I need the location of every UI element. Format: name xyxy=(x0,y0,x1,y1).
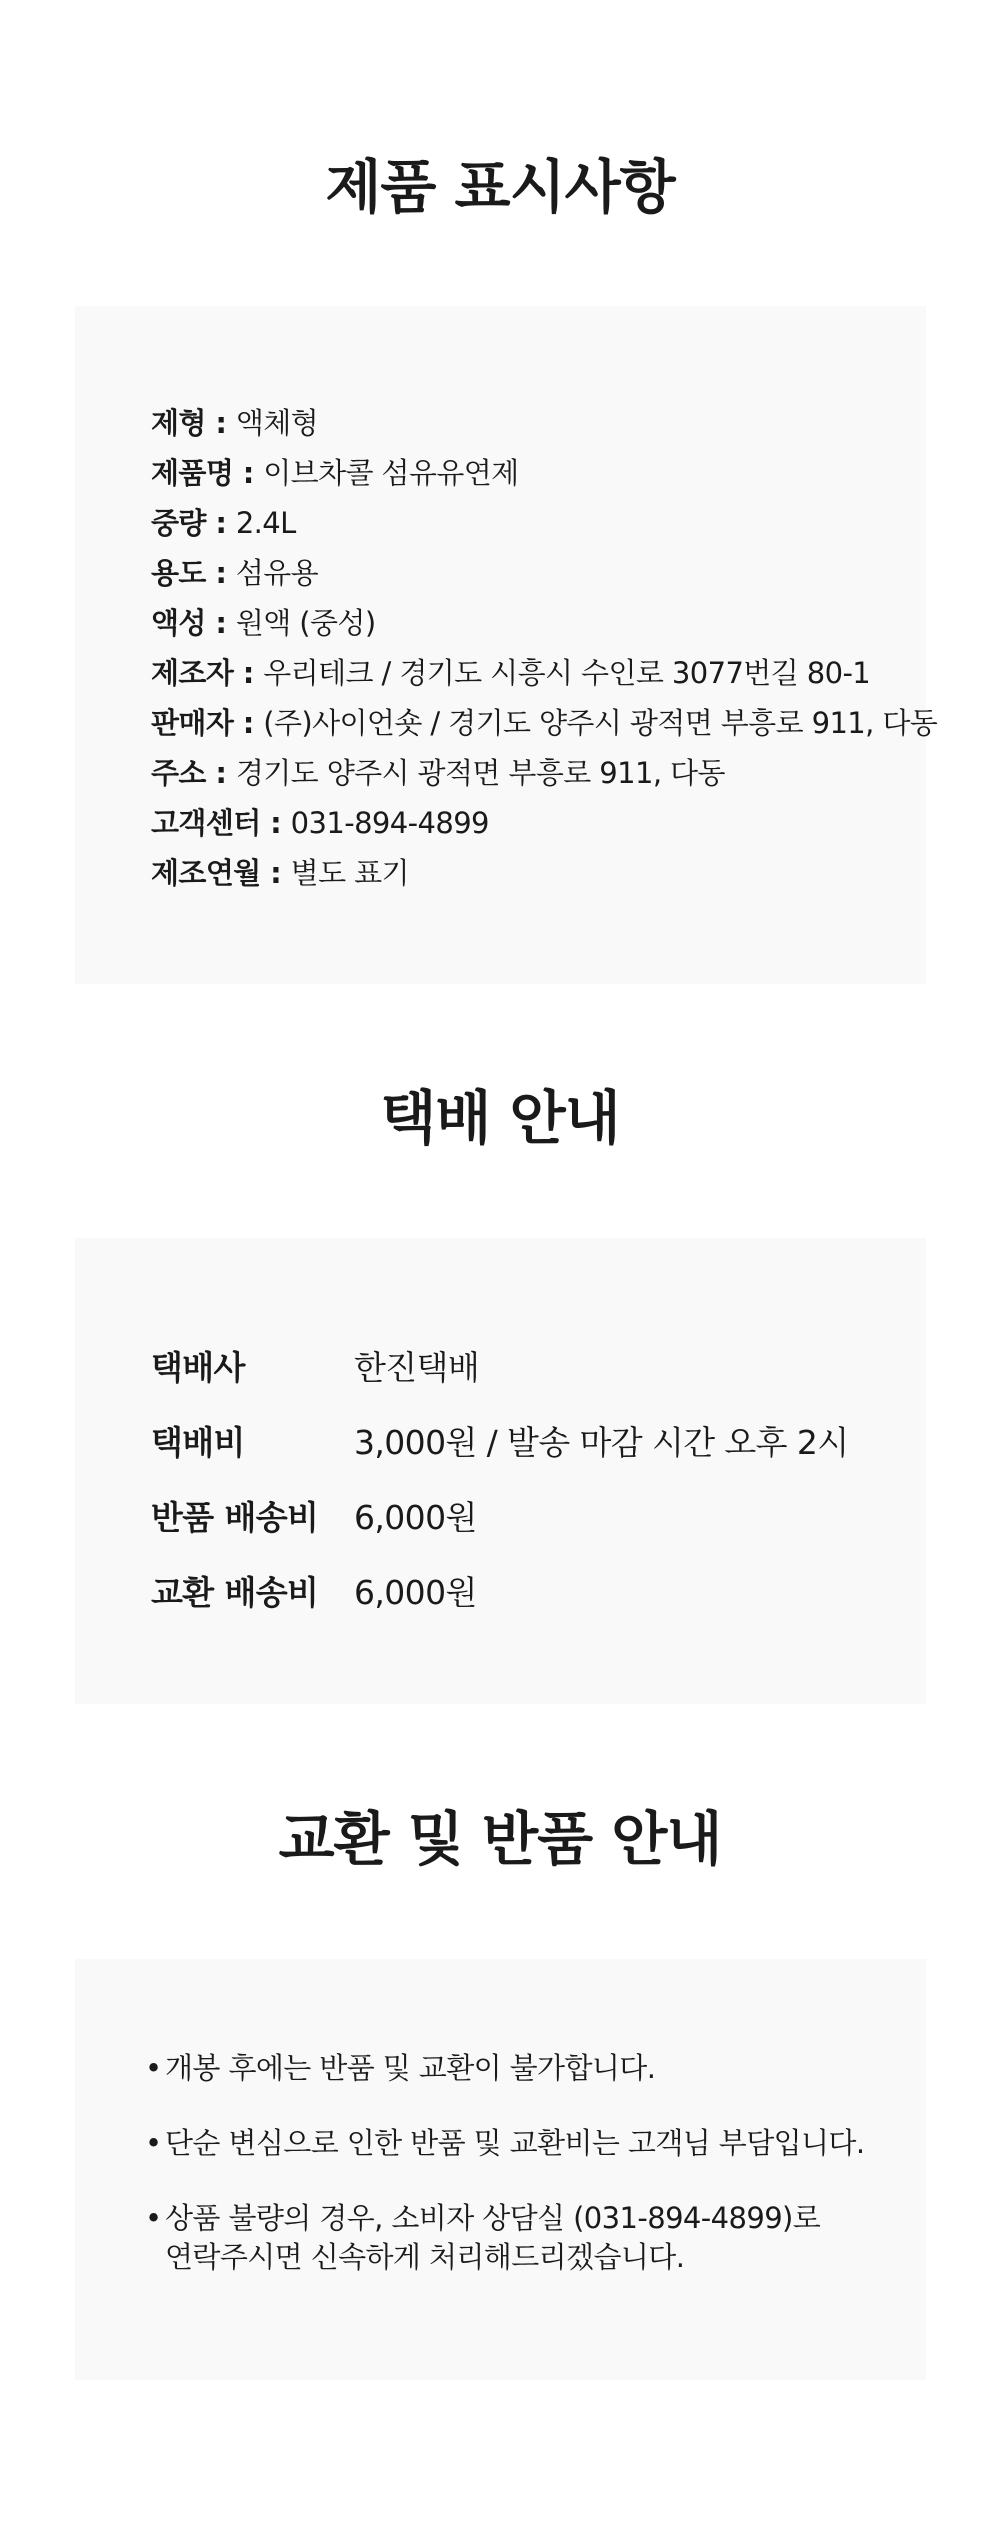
delivery-value: 3,000원 / 발송 마감 시간 오후 2시 xyxy=(354,1423,849,1462)
spec-key: 제품명 xyxy=(151,456,234,490)
spec-row xyxy=(151,448,926,498)
notice-text: 단순 변심으로 인한 반품 및 교환비는 고객님 부담입니다. xyxy=(165,2126,865,2160)
spec-separator: : xyxy=(260,856,291,890)
delivery-value: 6,000원 xyxy=(354,1498,477,1537)
spec-row xyxy=(151,548,926,598)
spec-row xyxy=(151,848,926,898)
spec-value: 액체형 xyxy=(235,406,319,440)
spec-value: 031-894-4899 xyxy=(290,806,489,840)
spec-value: (주)사이언숏 / 경기도 양주시 광적면 부흥로 911, 다동 xyxy=(263,706,938,740)
spec-value: 원액 (중성) xyxy=(235,606,376,640)
spec-row xyxy=(151,748,926,798)
delivery-key: 교환 배송비 xyxy=(151,1573,319,1612)
spec-separator: : xyxy=(233,706,264,740)
spec-row xyxy=(151,598,926,648)
spec-separator: : xyxy=(205,606,236,640)
spec-key: 제조연월 xyxy=(151,856,261,890)
notice-item xyxy=(145,2199,926,2277)
bullet-icon: • xyxy=(145,2051,162,2085)
spec-separator: : xyxy=(233,656,264,690)
spec-key: 액성 xyxy=(151,606,206,640)
spec-separator: : xyxy=(205,506,236,540)
spec-key: 판매자 xyxy=(151,706,234,740)
delivery-value: 6,000원 xyxy=(354,1573,477,1612)
spec-value: 2.4L xyxy=(235,506,296,540)
delivery-key: 반품 배송비 xyxy=(151,1498,319,1537)
spec-value: 경기도 양주시 광적면 부흥로 911, 다동 xyxy=(235,756,725,790)
spec-key: 제형 xyxy=(151,406,206,440)
spec-value: 섬유용 xyxy=(235,556,319,590)
product-info-panel xyxy=(75,306,938,984)
spec-separator: : xyxy=(205,556,236,590)
spec-key: 제조자 xyxy=(151,656,234,690)
spec-separator: : xyxy=(205,406,236,440)
bullet-icon: • xyxy=(145,2201,162,2235)
spec-row xyxy=(151,498,926,548)
delivery-title: 택배 안내 xyxy=(380,1084,620,1152)
spec-key: 주소 xyxy=(151,756,206,790)
spec-value: 우리테크 / 경기도 시흥시 수인로 3077번길 80-1 xyxy=(263,656,871,690)
spec-separator: : xyxy=(233,456,264,490)
returns-panel xyxy=(75,1959,926,2380)
notice-text: 상품 불량의 경우, 소비자 상담실 (031-894-4899)로 연락주시면 신속하게 처리해드리겠습니다. xyxy=(165,2201,821,2274)
spec-key: 중량 xyxy=(151,506,206,540)
delivery-value: 한진택배 xyxy=(354,1348,480,1387)
spec-key: 고객센터 xyxy=(151,806,261,840)
delivery-row xyxy=(151,1328,926,1403)
product-info-title: 제품 표시사항 xyxy=(325,153,675,221)
notice-item xyxy=(145,2049,926,2088)
spec-separator: : xyxy=(260,806,291,840)
delivery-row xyxy=(151,1553,926,1628)
delivery-row xyxy=(151,1403,926,1478)
bullet-icon: • xyxy=(145,2126,162,2160)
spec-value: 별도 표기 xyxy=(290,856,409,890)
delivery-key: 택배비 xyxy=(151,1423,245,1462)
delivery-key: 택배사 xyxy=(151,1348,245,1387)
spec-value: 이브차콜 섬유유연제 xyxy=(263,456,519,490)
spec-key: 용도 xyxy=(151,556,206,590)
returns-title: 교환 및 반품 안내 xyxy=(278,1805,722,1873)
spec-row xyxy=(151,698,938,748)
spec-row xyxy=(151,398,926,448)
notice-text: 개봉 후에는 반품 및 교환이 불가합니다. xyxy=(165,2051,656,2085)
delivery-panel xyxy=(75,1238,926,1704)
delivery-row xyxy=(151,1478,926,1553)
notice-item xyxy=(145,2124,926,2163)
spec-row xyxy=(151,798,926,848)
spec-row xyxy=(151,648,926,698)
spec-separator: : xyxy=(205,756,236,790)
